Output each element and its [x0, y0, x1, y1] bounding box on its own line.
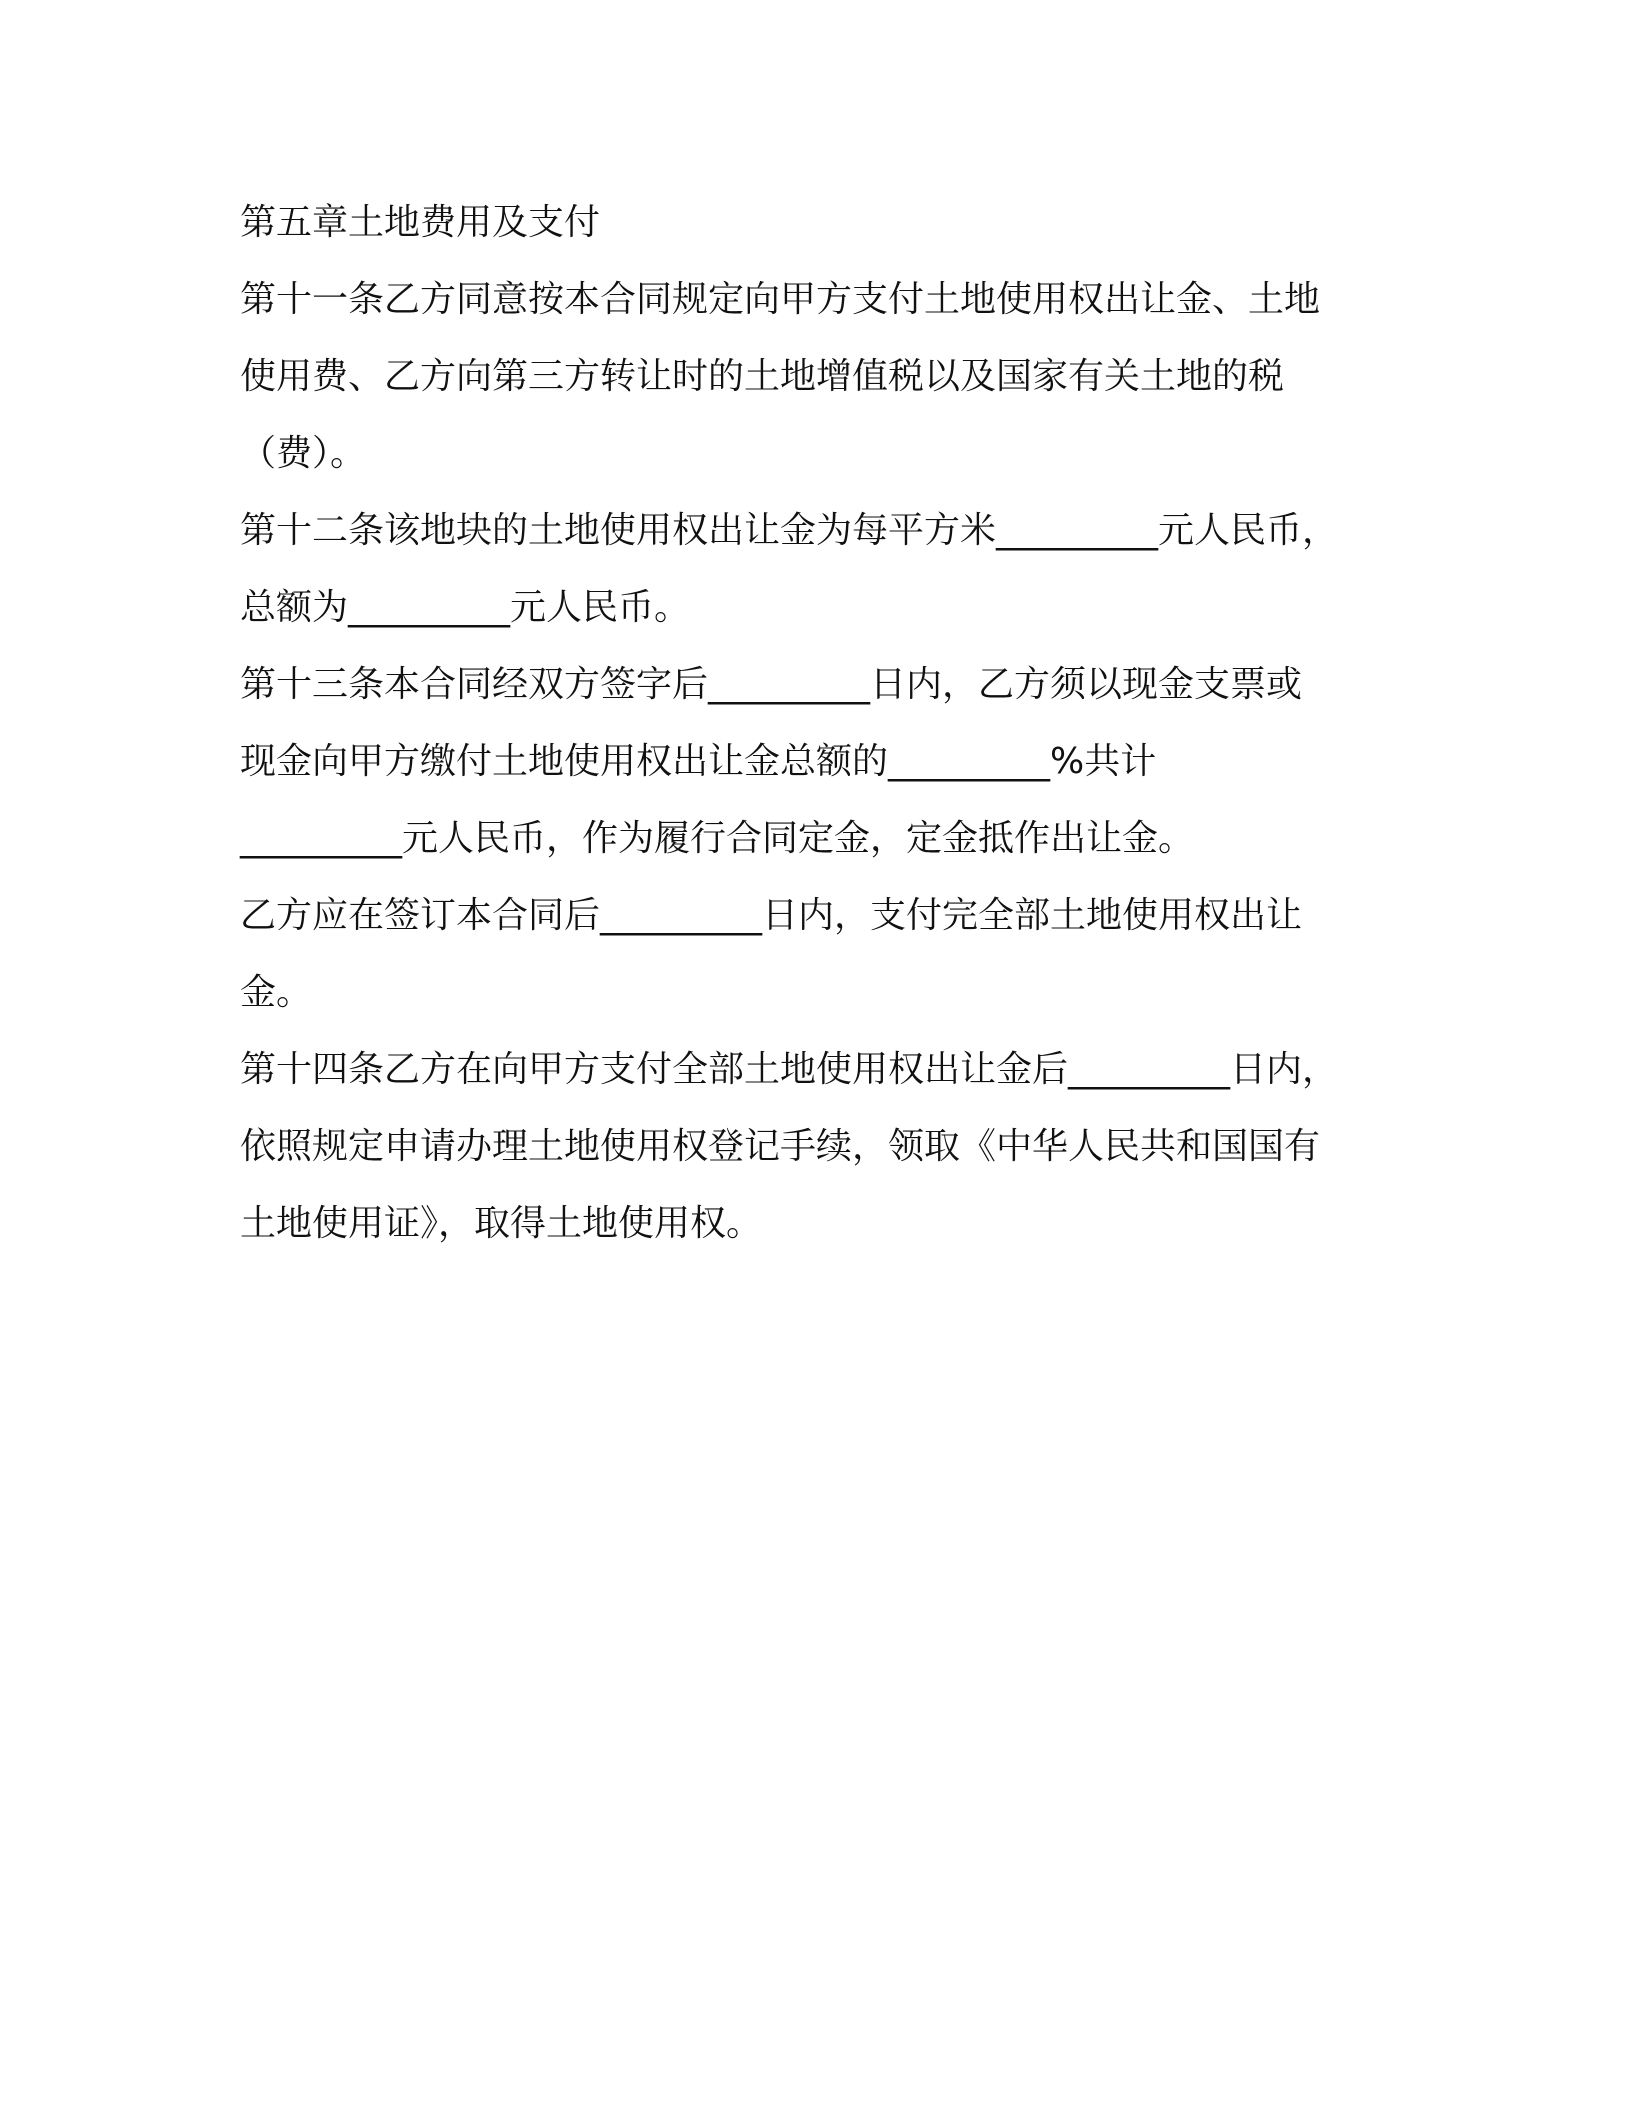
- article-11-line-3: （费）。: [240, 433, 367, 474]
- chapter-heading: 第五章土地费用及支付: [240, 202, 601, 243]
- article-13-line-1: 第十三条本合同经双方签字后_________日内，乙方须以现金支票或: [240, 664, 1303, 705]
- article-13-line-2: 现金向甲方缴付土地使用权出让金总额的_________%共计: [240, 741, 1157, 782]
- document-body: [240, 184, 1400, 1262]
- article-14-line-2: 依照规定申请办理土地使用权登记手续，领取《中华人民共和国国有: [240, 1126, 1321, 1167]
- article-14-line-1: 第十四条乙方在向甲方支付全部土地使用权出让金后_________日内，: [240, 1049, 1339, 1090]
- article-11-line-1: 第十一条乙方同意按本合同规定向甲方支付土地使用权出让金、土地: [240, 279, 1321, 320]
- article-12-line-1: 第十二条该地块的土地使用权出让金为每平方米_________元人民币，: [240, 510, 1339, 551]
- article-11-line-2: 使用费、乙方向第三方转让时的土地增值税以及国家有关土地的税: [240, 356, 1285, 397]
- article-12-line-2: 总额为_________元人民币。: [240, 587, 691, 628]
- article-13-line-5: 金。: [240, 972, 313, 1013]
- article-13-line-3: _________元人民币，作为履行合同定金，定金抵作出让金。: [240, 818, 1195, 859]
- article-14-line-3: 土地使用证》，取得土地使用权。: [240, 1203, 763, 1244]
- article-13-line-4: 乙方应在签订本合同后_________日内，支付完全部土地使用权出让: [240, 895, 1303, 936]
